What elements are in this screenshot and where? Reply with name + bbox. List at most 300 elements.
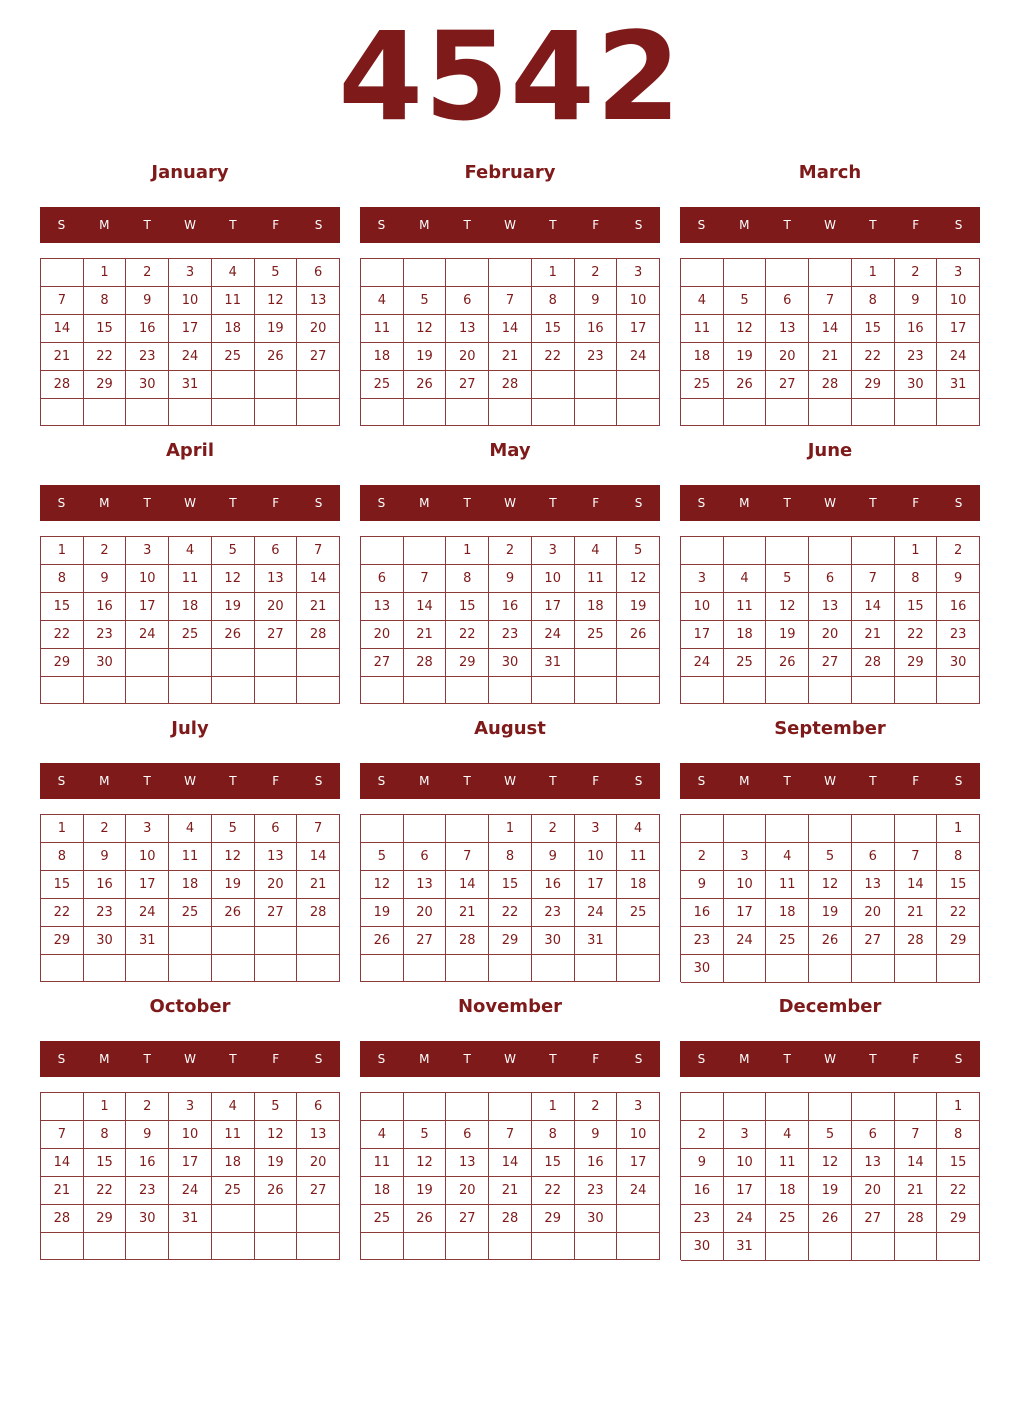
day-cell[interactable]: 7: [809, 287, 852, 315]
day-cell[interactable]: 7: [41, 287, 84, 315]
day-cell[interactable]: 26: [404, 1205, 447, 1233]
day-cell[interactable]: 10: [532, 565, 575, 593]
day-cell[interactable]: 11: [361, 1149, 404, 1177]
day-cell[interactable]: 24: [724, 927, 767, 955]
day-cell[interactable]: 25: [766, 927, 809, 955]
day-cell[interactable]: 11: [766, 1149, 809, 1177]
day-cell[interactable]: 2: [937, 537, 980, 565]
day-cell[interactable]: 16: [681, 899, 724, 927]
day-cell[interactable]: 23: [84, 621, 127, 649]
day-cell[interactable]: 14: [446, 871, 489, 899]
day-cell[interactable]: 14: [41, 1149, 84, 1177]
day-cell[interactable]: 13: [255, 565, 298, 593]
day-cell[interactable]: 22: [937, 899, 980, 927]
day-cell[interactable]: 5: [404, 287, 447, 315]
day-cell[interactable]: 29: [937, 927, 980, 955]
day-cell[interactable]: 1: [489, 815, 532, 843]
day-cell[interactable]: 20: [297, 1149, 340, 1177]
day-cell[interactable]: 14: [297, 565, 340, 593]
day-cell[interactable]: 22: [937, 1177, 980, 1205]
day-cell[interactable]: 2: [126, 259, 169, 287]
day-cell[interactable]: 26: [361, 927, 404, 955]
day-cell[interactable]: 10: [617, 1121, 660, 1149]
day-cell[interactable]: 8: [532, 1121, 575, 1149]
day-cell[interactable]: 28: [297, 899, 340, 927]
day-cell[interactable]: 14: [852, 593, 895, 621]
day-cell[interactable]: 14: [489, 1149, 532, 1177]
day-cell[interactable]: 27: [446, 371, 489, 399]
day-cell[interactable]: 13: [255, 843, 298, 871]
day-cell[interactable]: 29: [41, 927, 84, 955]
day-cell[interactable]: 27: [361, 649, 404, 677]
day-cell[interactable]: 19: [212, 593, 255, 621]
day-cell[interactable]: 25: [212, 1177, 255, 1205]
day-cell[interactable]: 19: [404, 1177, 447, 1205]
day-cell[interactable]: 15: [937, 871, 980, 899]
day-cell[interactable]: 16: [575, 1149, 618, 1177]
day-cell[interactable]: 6: [446, 1121, 489, 1149]
day-cell[interactable]: 8: [937, 1121, 980, 1149]
day-cell[interactable]: 6: [404, 843, 447, 871]
day-cell[interactable]: 14: [41, 315, 84, 343]
day-cell[interactable]: 21: [895, 899, 938, 927]
day-cell[interactable]: 6: [766, 287, 809, 315]
day-cell[interactable]: 27: [297, 343, 340, 371]
day-cell[interactable]: 25: [361, 371, 404, 399]
day-cell[interactable]: 24: [937, 343, 980, 371]
day-cell[interactable]: 11: [681, 315, 724, 343]
day-cell[interactable]: 11: [169, 843, 212, 871]
day-cell[interactable]: 20: [255, 871, 298, 899]
day-cell[interactable]: 30: [681, 955, 724, 983]
day-cell[interactable]: 31: [937, 371, 980, 399]
day-cell[interactable]: 7: [895, 1121, 938, 1149]
day-cell[interactable]: 30: [84, 927, 127, 955]
day-cell[interactable]: 17: [937, 315, 980, 343]
day-cell[interactable]: 4: [212, 259, 255, 287]
day-cell[interactable]: 25: [575, 621, 618, 649]
day-cell[interactable]: 4: [617, 815, 660, 843]
day-cell[interactable]: 23: [84, 899, 127, 927]
day-cell[interactable]: 29: [937, 1205, 980, 1233]
day-cell[interactable]: 3: [532, 537, 575, 565]
day-cell[interactable]: 7: [404, 565, 447, 593]
day-cell[interactable]: 21: [41, 343, 84, 371]
day-cell[interactable]: 12: [212, 565, 255, 593]
day-cell[interactable]: 12: [809, 871, 852, 899]
day-cell[interactable]: 2: [681, 1121, 724, 1149]
day-cell[interactable]: 21: [809, 343, 852, 371]
day-cell[interactable]: 28: [297, 621, 340, 649]
day-cell[interactable]: 6: [255, 537, 298, 565]
day-cell[interactable]: 15: [895, 593, 938, 621]
day-cell[interactable]: 21: [489, 343, 532, 371]
day-cell[interactable]: 21: [404, 621, 447, 649]
day-cell[interactable]: 13: [766, 315, 809, 343]
day-cell[interactable]: 11: [766, 871, 809, 899]
day-cell[interactable]: 18: [617, 871, 660, 899]
day-cell[interactable]: 21: [489, 1177, 532, 1205]
day-cell[interactable]: 27: [809, 649, 852, 677]
day-cell[interactable]: 9: [681, 871, 724, 899]
day-cell[interactable]: 9: [575, 1121, 618, 1149]
day-cell[interactable]: 31: [169, 371, 212, 399]
day-cell[interactable]: 1: [937, 1093, 980, 1121]
day-cell[interactable]: 24: [169, 1177, 212, 1205]
day-cell[interactable]: 26: [617, 621, 660, 649]
day-cell[interactable]: 24: [126, 899, 169, 927]
day-cell[interactable]: 16: [681, 1177, 724, 1205]
day-cell[interactable]: 18: [212, 315, 255, 343]
day-cell[interactable]: 20: [809, 621, 852, 649]
day-cell[interactable]: 6: [297, 259, 340, 287]
day-cell[interactable]: 5: [361, 843, 404, 871]
day-cell[interactable]: 16: [126, 315, 169, 343]
day-cell[interactable]: 26: [255, 1177, 298, 1205]
day-cell[interactable]: 28: [852, 649, 895, 677]
day-cell[interactable]: 12: [404, 315, 447, 343]
day-cell[interactable]: 31: [126, 927, 169, 955]
day-cell[interactable]: 2: [575, 1093, 618, 1121]
day-cell[interactable]: 6: [852, 1121, 895, 1149]
day-cell[interactable]: 3: [126, 537, 169, 565]
day-cell[interactable]: 22: [532, 343, 575, 371]
day-cell[interactable]: 25: [724, 649, 767, 677]
day-cell[interactable]: 15: [532, 315, 575, 343]
day-cell[interactable]: 2: [681, 843, 724, 871]
day-cell[interactable]: 18: [766, 1177, 809, 1205]
day-cell[interactable]: 5: [809, 1121, 852, 1149]
day-cell[interactable]: 27: [255, 899, 298, 927]
day-cell[interactable]: 27: [297, 1177, 340, 1205]
day-cell[interactable]: 9: [681, 1149, 724, 1177]
day-cell[interactable]: 13: [852, 871, 895, 899]
day-cell[interactable]: 4: [681, 287, 724, 315]
day-cell[interactable]: 30: [937, 649, 980, 677]
day-cell[interactable]: 11: [212, 287, 255, 315]
day-cell[interactable]: 13: [297, 287, 340, 315]
day-cell[interactable]: 21: [297, 593, 340, 621]
day-cell[interactable]: 25: [361, 1205, 404, 1233]
day-cell[interactable]: 21: [446, 899, 489, 927]
day-cell[interactable]: 20: [766, 343, 809, 371]
day-cell[interactable]: 16: [84, 593, 127, 621]
day-cell[interactable]: 30: [84, 649, 127, 677]
day-cell[interactable]: 20: [446, 343, 489, 371]
day-cell[interactable]: 8: [895, 565, 938, 593]
day-cell[interactable]: 7: [297, 815, 340, 843]
day-cell[interactable]: 10: [126, 565, 169, 593]
day-cell[interactable]: 3: [681, 565, 724, 593]
day-cell[interactable]: 4: [169, 815, 212, 843]
day-cell[interactable]: 11: [575, 565, 618, 593]
day-cell[interactable]: 3: [169, 1093, 212, 1121]
day-cell[interactable]: 17: [724, 899, 767, 927]
day-cell[interactable]: 22: [84, 343, 127, 371]
day-cell[interactable]: 19: [617, 593, 660, 621]
day-cell[interactable]: 15: [937, 1149, 980, 1177]
day-cell[interactable]: 26: [809, 927, 852, 955]
day-cell[interactable]: 25: [766, 1205, 809, 1233]
day-cell[interactable]: 22: [489, 899, 532, 927]
day-cell[interactable]: 24: [681, 649, 724, 677]
day-cell[interactable]: 18: [361, 1177, 404, 1205]
day-cell[interactable]: 9: [84, 843, 127, 871]
day-cell[interactable]: 7: [895, 843, 938, 871]
day-cell[interactable]: 15: [41, 871, 84, 899]
day-cell[interactable]: 4: [361, 1121, 404, 1149]
day-cell[interactable]: 8: [446, 565, 489, 593]
day-cell[interactable]: 6: [809, 565, 852, 593]
day-cell[interactable]: 24: [575, 899, 618, 927]
day-cell[interactable]: 7: [852, 565, 895, 593]
day-cell[interactable]: 5: [212, 815, 255, 843]
day-cell[interactable]: 17: [617, 315, 660, 343]
day-cell[interactable]: 26: [724, 371, 767, 399]
day-cell[interactable]: 10: [724, 1149, 767, 1177]
day-cell[interactable]: 28: [895, 927, 938, 955]
day-cell[interactable]: 1: [895, 537, 938, 565]
day-cell[interactable]: 13: [446, 1149, 489, 1177]
day-cell[interactable]: 8: [84, 1121, 127, 1149]
day-cell[interactable]: 30: [681, 1233, 724, 1261]
day-cell[interactable]: 23: [937, 621, 980, 649]
day-cell[interactable]: 6: [297, 1093, 340, 1121]
day-cell[interactable]: 9: [84, 565, 127, 593]
day-cell[interactable]: 24: [126, 621, 169, 649]
day-cell[interactable]: 4: [575, 537, 618, 565]
day-cell[interactable]: 26: [404, 371, 447, 399]
day-cell[interactable]: 1: [852, 259, 895, 287]
day-cell[interactable]: 12: [809, 1149, 852, 1177]
day-cell[interactable]: 1: [41, 815, 84, 843]
day-cell[interactable]: 24: [532, 621, 575, 649]
day-cell[interactable]: 25: [169, 899, 212, 927]
day-cell[interactable]: 1: [84, 259, 127, 287]
day-cell[interactable]: 27: [852, 927, 895, 955]
day-cell[interactable]: 13: [446, 315, 489, 343]
day-cell[interactable]: 18: [169, 593, 212, 621]
day-cell[interactable]: 19: [809, 899, 852, 927]
day-cell[interactable]: 18: [169, 871, 212, 899]
day-cell[interactable]: 22: [895, 621, 938, 649]
day-cell[interactable]: 25: [617, 899, 660, 927]
day-cell[interactable]: 24: [617, 343, 660, 371]
day-cell[interactable]: 8: [41, 843, 84, 871]
day-cell[interactable]: 17: [532, 593, 575, 621]
day-cell[interactable]: 25: [681, 371, 724, 399]
day-cell[interactable]: 8: [532, 287, 575, 315]
day-cell[interactable]: 12: [617, 565, 660, 593]
day-cell[interactable]: 11: [617, 843, 660, 871]
day-cell[interactable]: 12: [212, 843, 255, 871]
day-cell[interactable]: 28: [41, 1205, 84, 1233]
day-cell[interactable]: 29: [532, 1205, 575, 1233]
day-cell[interactable]: 6: [852, 843, 895, 871]
day-cell[interactable]: 21: [297, 871, 340, 899]
day-cell[interactable]: 10: [575, 843, 618, 871]
day-cell[interactable]: 9: [126, 287, 169, 315]
day-cell[interactable]: 19: [212, 871, 255, 899]
day-cell[interactable]: 22: [446, 621, 489, 649]
day-cell[interactable]: 28: [446, 927, 489, 955]
day-cell[interactable]: 20: [255, 593, 298, 621]
day-cell[interactable]: 15: [84, 1149, 127, 1177]
day-cell[interactable]: 17: [169, 315, 212, 343]
day-cell[interactable]: 5: [212, 537, 255, 565]
day-cell[interactable]: 13: [297, 1121, 340, 1149]
day-cell[interactable]: 22: [41, 899, 84, 927]
day-cell[interactable]: 11: [212, 1121, 255, 1149]
day-cell[interactable]: 9: [532, 843, 575, 871]
day-cell[interactable]: 31: [724, 1233, 767, 1261]
day-cell[interactable]: 3: [617, 1093, 660, 1121]
day-cell[interactable]: 6: [361, 565, 404, 593]
day-cell[interactable]: 3: [169, 259, 212, 287]
day-cell[interactable]: 23: [489, 621, 532, 649]
day-cell[interactable]: 21: [895, 1177, 938, 1205]
day-cell[interactable]: 23: [895, 343, 938, 371]
day-cell[interactable]: 8: [852, 287, 895, 315]
day-cell[interactable]: 10: [937, 287, 980, 315]
day-cell[interactable]: 8: [937, 843, 980, 871]
day-cell[interactable]: 5: [617, 537, 660, 565]
day-cell[interactable]: 2: [84, 537, 127, 565]
day-cell[interactable]: 8: [41, 565, 84, 593]
day-cell[interactable]: 4: [724, 565, 767, 593]
day-cell[interactable]: 23: [532, 899, 575, 927]
day-cell[interactable]: 17: [575, 871, 618, 899]
day-cell[interactable]: 30: [126, 371, 169, 399]
day-cell[interactable]: 26: [766, 649, 809, 677]
day-cell[interactable]: 28: [895, 1205, 938, 1233]
day-cell[interactable]: 23: [126, 343, 169, 371]
day-cell[interactable]: 12: [255, 287, 298, 315]
day-cell[interactable]: 29: [84, 1205, 127, 1233]
day-cell[interactable]: 16: [126, 1149, 169, 1177]
day-cell[interactable]: 17: [617, 1149, 660, 1177]
day-cell[interactable]: 15: [41, 593, 84, 621]
day-cell[interactable]: 5: [809, 843, 852, 871]
day-cell[interactable]: 28: [809, 371, 852, 399]
day-cell[interactable]: 14: [404, 593, 447, 621]
day-cell[interactable]: 11: [169, 565, 212, 593]
day-cell[interactable]: 13: [809, 593, 852, 621]
day-cell[interactable]: 22: [852, 343, 895, 371]
day-cell[interactable]: 24: [617, 1177, 660, 1205]
day-cell[interactable]: 29: [489, 927, 532, 955]
day-cell[interactable]: 9: [937, 565, 980, 593]
day-cell[interactable]: 23: [575, 1177, 618, 1205]
day-cell[interactable]: 2: [895, 259, 938, 287]
day-cell[interactable]: 15: [532, 1149, 575, 1177]
day-cell[interactable]: 3: [724, 843, 767, 871]
day-cell[interactable]: 30: [489, 649, 532, 677]
day-cell[interactable]: 9: [126, 1121, 169, 1149]
day-cell[interactable]: 26: [255, 343, 298, 371]
day-cell[interactable]: 15: [446, 593, 489, 621]
day-cell[interactable]: 29: [84, 371, 127, 399]
day-cell[interactable]: 13: [852, 1149, 895, 1177]
day-cell[interactable]: 19: [809, 1177, 852, 1205]
day-cell[interactable]: 27: [446, 1205, 489, 1233]
day-cell[interactable]: 21: [41, 1177, 84, 1205]
day-cell[interactable]: 27: [404, 927, 447, 955]
day-cell[interactable]: 1: [41, 537, 84, 565]
day-cell[interactable]: 14: [895, 1149, 938, 1177]
day-cell[interactable]: 29: [446, 649, 489, 677]
day-cell[interactable]: 19: [404, 343, 447, 371]
day-cell[interactable]: 3: [126, 815, 169, 843]
day-cell[interactable]: 7: [446, 843, 489, 871]
day-cell[interactable]: 23: [681, 1205, 724, 1233]
day-cell[interactable]: 11: [361, 315, 404, 343]
day-cell[interactable]: 16: [937, 593, 980, 621]
day-cell[interactable]: 28: [404, 649, 447, 677]
day-cell[interactable]: 10: [126, 843, 169, 871]
day-cell[interactable]: 22: [532, 1177, 575, 1205]
day-cell[interactable]: 4: [766, 1121, 809, 1149]
day-cell[interactable]: 5: [766, 565, 809, 593]
day-cell[interactable]: 19: [255, 1149, 298, 1177]
day-cell[interactable]: 2: [575, 259, 618, 287]
day-cell[interactable]: 23: [126, 1177, 169, 1205]
day-cell[interactable]: 10: [169, 1121, 212, 1149]
day-cell[interactable]: 3: [617, 259, 660, 287]
day-cell[interactable]: 26: [212, 621, 255, 649]
day-cell[interactable]: 20: [361, 621, 404, 649]
day-cell[interactable]: 1: [446, 537, 489, 565]
day-cell[interactable]: 17: [169, 1149, 212, 1177]
day-cell[interactable]: 18: [681, 343, 724, 371]
day-cell[interactable]: 22: [84, 1177, 127, 1205]
day-cell[interactable]: 25: [169, 621, 212, 649]
day-cell[interactable]: 8: [489, 843, 532, 871]
day-cell[interactable]: 4: [212, 1093, 255, 1121]
day-cell[interactable]: 1: [84, 1093, 127, 1121]
day-cell[interactable]: 28: [489, 1205, 532, 1233]
day-cell[interactable]: 16: [489, 593, 532, 621]
day-cell[interactable]: 23: [681, 927, 724, 955]
day-cell[interactable]: 20: [404, 899, 447, 927]
day-cell[interactable]: 20: [297, 315, 340, 343]
day-cell[interactable]: 7: [489, 287, 532, 315]
day-cell[interactable]: 3: [937, 259, 980, 287]
day-cell[interactable]: 6: [446, 287, 489, 315]
day-cell[interactable]: 26: [212, 899, 255, 927]
day-cell[interactable]: 10: [617, 287, 660, 315]
day-cell[interactable]: 18: [212, 1149, 255, 1177]
day-cell[interactable]: 2: [489, 537, 532, 565]
day-cell[interactable]: 31: [532, 649, 575, 677]
day-cell[interactable]: 17: [126, 871, 169, 899]
day-cell[interactable]: 23: [575, 343, 618, 371]
day-cell[interactable]: 15: [852, 315, 895, 343]
day-cell[interactable]: 1: [532, 259, 575, 287]
day-cell[interactable]: 18: [766, 899, 809, 927]
day-cell[interactable]: 21: [852, 621, 895, 649]
day-cell[interactable]: 22: [41, 621, 84, 649]
day-cell[interactable]: 28: [41, 371, 84, 399]
day-cell[interactable]: 13: [404, 871, 447, 899]
day-cell[interactable]: 18: [361, 343, 404, 371]
day-cell[interactable]: 12: [404, 1149, 447, 1177]
day-cell[interactable]: 30: [126, 1205, 169, 1233]
day-cell[interactable]: 19: [361, 899, 404, 927]
day-cell[interactable]: 14: [809, 315, 852, 343]
day-cell[interactable]: 20: [852, 1177, 895, 1205]
day-cell[interactable]: 31: [575, 927, 618, 955]
